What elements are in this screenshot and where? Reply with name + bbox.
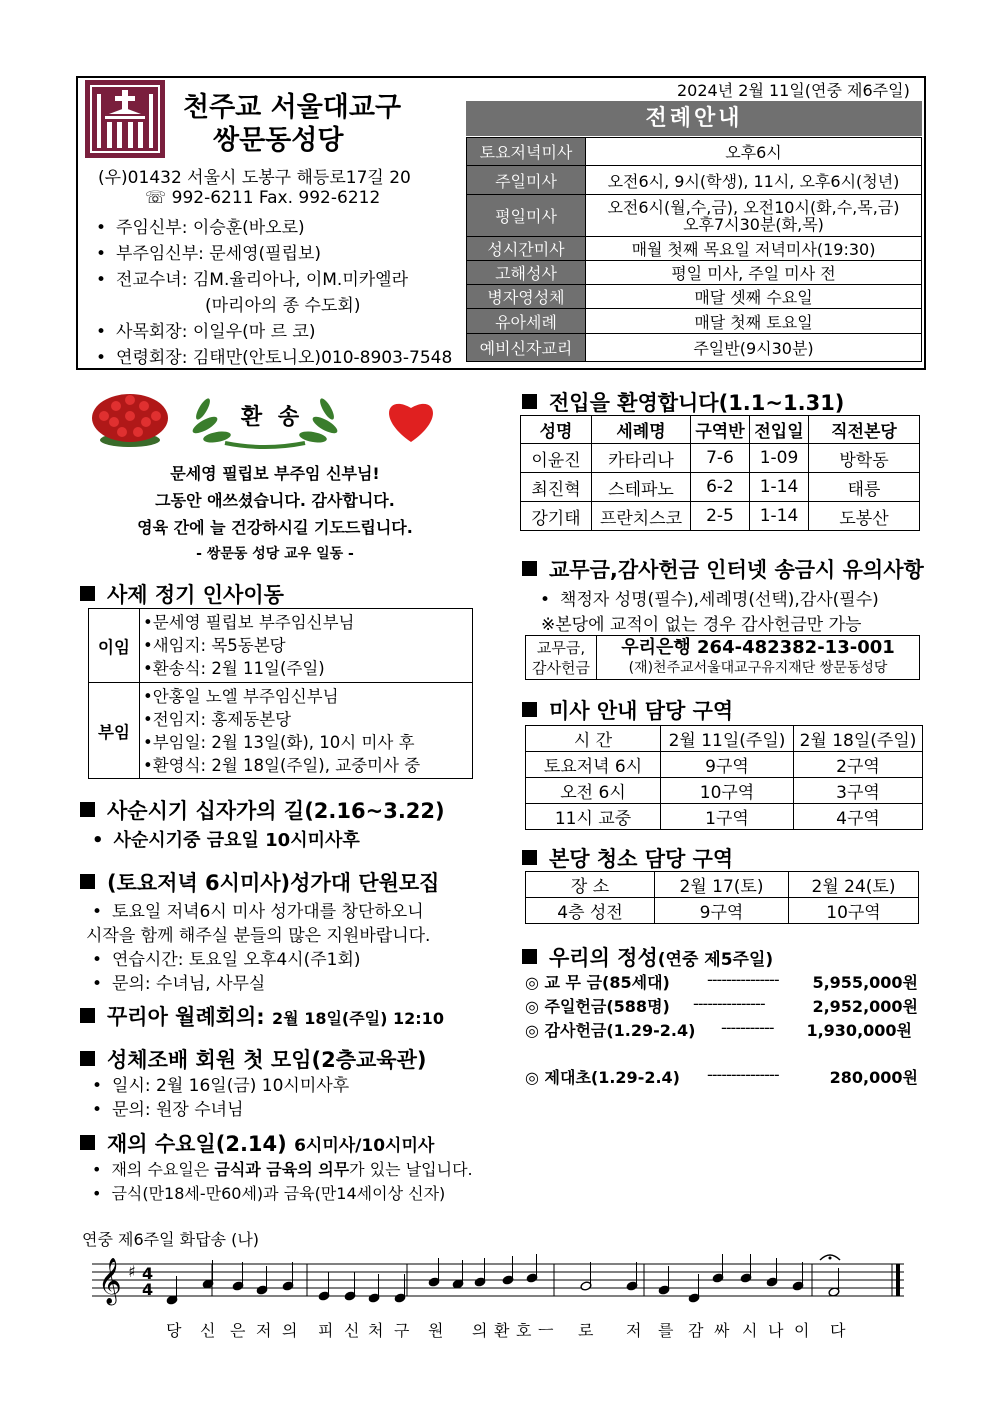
square-bullet-icon (80, 1008, 95, 1023)
parish-logo (85, 80, 165, 158)
lyric: 당 (166, 1321, 182, 1340)
offering-amount: 2,952,000원 (812, 997, 918, 1016)
square-bullet-icon (80, 802, 95, 817)
cleaning-title-text: 본당 청소 담당 구역 (549, 847, 734, 871)
table-header-cell: 장 소 (526, 872, 655, 898)
mass-guide-title-text: 미사 안내 담당 구역 (549, 699, 734, 723)
transfer-title-text: 사제 정기 인사이동 (107, 583, 284, 607)
lyric: 다 (830, 1321, 846, 1340)
cleaning-title (522, 843, 733, 873)
transfer-arrive-line: •안홍일 노엘 부주임신부님 (143, 686, 339, 706)
ash-line2: • 금식(만18세-만60세)과 금육(만14세이상 신자) (92, 1181, 445, 1204)
lyric: 저 (256, 1321, 272, 1340)
square-bullet-icon (522, 561, 537, 576)
table-cell: 11시 교중 (526, 804, 661, 830)
transfer-leave-label: 이임 (89, 609, 140, 683)
lyric: 를 (658, 1321, 674, 1340)
choir-line4: • 문의: 수녀님, 사무실 (92, 969, 265, 994)
table-cell: 2-5 (691, 502, 750, 531)
offering-row (525, 1065, 920, 1089)
table-header-cell: 2월 17(토) (655, 872, 789, 898)
transfer-leave-line: •문세영 필립보 부주임신부님 (143, 613, 355, 632)
liturgy-label: 토요저녁미사 (467, 138, 586, 166)
lyric: 감 (688, 1321, 704, 1340)
bank-account: 우리은행 264-482382-13-001 (621, 636, 895, 658)
table-cell: 9구역 (661, 752, 794, 778)
transfer-arrive-details (140, 683, 473, 779)
square-bullet-icon (522, 949, 537, 964)
time-sig-bottom: 4 (142, 1280, 154, 1299)
offering-dash: --------------- (693, 994, 765, 1013)
ash-title-extra: 6시미사/10시미사 (294, 1136, 435, 1156)
table-row (526, 804, 923, 830)
lyric: 신 (200, 1321, 216, 1340)
lyric: 이 (794, 1321, 810, 1340)
liturgy-label: 성시간미사 (467, 237, 586, 261)
transfer-table (88, 608, 473, 779)
welcome-header-cell: 성명 (521, 416, 592, 444)
donation-label-line1: 교무금, (536, 638, 586, 657)
staff-funeral: • 연령회장: 김태만(안토니오)010-8903-7548 (96, 343, 452, 368)
staff-sisters-order: (마리아의 종 수도회) (205, 296, 361, 316)
music-staff (92, 1252, 912, 1314)
table-cell: 4층 성전 (526, 898, 655, 924)
table-cell: 1구역 (661, 804, 794, 830)
sharp-icon: ♯ (128, 1262, 136, 1281)
choir-line2: 시작을 함께 해주실 분들의 많은 지원바랍니다. (86, 926, 431, 946)
square-bullet-icon (522, 702, 537, 717)
offering-row (525, 970, 920, 994)
transfer-arrive-line: •부임일: 2월 13일(화), 10시 미사 후 (143, 732, 415, 752)
ash-title (80, 1128, 434, 1158)
offering-label: ◎ 제대초(1.29-2.4) (525, 1068, 680, 1087)
lyric: 은 (230, 1321, 246, 1340)
flower-bouquet-image (90, 390, 170, 448)
offering-title-small: (연중 제5주일) (657, 950, 774, 970)
table-cell: 방학동 (809, 444, 920, 473)
offering-dash: --------------- (707, 970, 779, 989)
table-header-cell: 2월 18일(주일) (794, 726, 923, 752)
welcome-header-cell: 전입일 (750, 416, 809, 444)
table-header-cell: 2월 24(토) (789, 872, 919, 898)
lyric: 피 (318, 1321, 334, 1340)
liturgy-value (586, 195, 922, 237)
square-bullet-icon (80, 874, 95, 889)
staff-pastor: • 주임신부: 이승훈(바오로) (96, 213, 305, 238)
ash-line1-bold: 금식과 금육의 의무 (214, 1160, 350, 1179)
liturgy-value: 매월 첫째 목요일 저녁미사(19:30) (586, 237, 922, 261)
donation-line1: • 책정자 성명(필수),세례명(선택),감사(필수) (540, 585, 879, 610)
staff-council: • 사목회장: 이일우(마 르 코) (96, 317, 315, 342)
square-bullet-icon (80, 1051, 95, 1066)
liturgy-label: 유아세례 (467, 309, 586, 334)
table-row (526, 898, 919, 924)
liturgy-value: 평일 미사, 주일 미사 전 (586, 261, 922, 285)
table-cell: 태릉 (809, 473, 920, 502)
table-cell: 카타리나 (592, 444, 691, 473)
welcome-header-cell: 구역반 (691, 416, 750, 444)
table-row (521, 473, 920, 502)
music-lyrics (92, 1318, 912, 1342)
table-cell: 1-09 (750, 444, 809, 473)
farewell-signature: - 쌍문동 성당 교우 일동 - (196, 546, 354, 562)
table-cell: 7-6 (691, 444, 750, 473)
account-owner: (재)천주교서울대교구유지재단 쌍문동성당 (628, 659, 888, 676)
transfer-arrive-label: 부임 (89, 683, 140, 779)
adoration-title (80, 1044, 426, 1074)
table-cell: 도봉산 (809, 502, 920, 531)
table-header-cell: 2월 11일(주일) (661, 726, 794, 752)
offering-amount: 280,000원 (829, 1068, 918, 1087)
address: (우)01432 서울시 도봉구 해등로17길 20 (98, 168, 411, 188)
phone: ☏ 992-6211 Fax. 992-6212 (145, 188, 381, 208)
table-row (526, 778, 923, 804)
donation-label (526, 636, 597, 680)
lyric: 로 (578, 1321, 594, 1340)
lyric: 저 (626, 1321, 642, 1340)
offering-amount: 1,930,000원 (806, 1021, 912, 1040)
lyric: 시 (742, 1321, 758, 1340)
donation-line2: ※본당에 교적이 없는 경우 감사헌금만 가능 (541, 615, 862, 635)
liturgy-label: 병자영성체 (467, 285, 586, 309)
table-cell: 오전 6시 (526, 778, 661, 804)
liturgy-table (466, 137, 922, 362)
curia-title-text: 꾸리아 월례회의: (107, 1005, 265, 1029)
liturgy-label: 주일미사 (467, 166, 586, 195)
weekday-mass-line2: 오후7시30분(화,목) (683, 214, 824, 234)
table-cell: 2구역 (794, 752, 923, 778)
lyric: 처 (368, 1321, 384, 1340)
farewell-line1: 문세영 필립보 부주임 신부님! (170, 464, 380, 483)
offering-dash: ----------- (721, 1018, 774, 1037)
choir-line1: • 토요일 저녁6시 미사 성가대를 창단하오니 (92, 897, 424, 922)
table-cell: 강기태 (521, 502, 592, 531)
welcome-title (522, 387, 844, 417)
curia-title (80, 1001, 444, 1031)
square-bullet-icon (522, 394, 537, 409)
transfer-title (80, 579, 284, 609)
farewell-line2: 그동안 애쓰셨습니다. 감사합니다. (155, 491, 395, 510)
lyric: 환 (494, 1321, 510, 1340)
offering-dash: --------------- (707, 1065, 779, 1084)
farewell-line3: 영육 간에 늘 건강하시길 기도드립니다. (137, 518, 413, 537)
offering-title (522, 942, 773, 972)
ash-line1-post: 가 있는 날입니다. (349, 1160, 473, 1179)
liturgy-value: 오후6시 (586, 138, 922, 166)
org-name-line2: 쌍문동성당 (213, 125, 344, 156)
transfer-leave-details (140, 609, 473, 683)
table-cell: 4구역 (794, 804, 923, 830)
table-cell: 1-14 (750, 473, 809, 502)
transfer-arrive-line: •환영식: 2월 18일(주일), 교중미사 중 (143, 755, 421, 775)
table-row (521, 502, 920, 531)
table-cell: 이윤진 (521, 444, 592, 473)
donation-account-table (525, 635, 920, 680)
table-cell: 3구역 (794, 778, 923, 804)
ash-title-text: 재의 수요일(2.14) (107, 1132, 287, 1156)
table-cell: 1-14 (750, 502, 809, 531)
lyric: ㅡ (538, 1321, 554, 1340)
table-cell: 최진혁 (521, 473, 592, 502)
adoration-title-text: 성체조배 회원 첫 모임(2층교육관) (107, 1048, 427, 1072)
mass-guide-table (525, 725, 923, 830)
donation-label-line2: 감사헌금 (532, 658, 590, 677)
square-bullet-icon (80, 586, 95, 601)
liturgy-value: 오전6시, 9시(학생), 11시, 오후6시(청년) (586, 166, 922, 195)
table-cell: 10구역 (661, 778, 794, 804)
lyric: 싸 (714, 1321, 730, 1340)
lyric: 호 (516, 1321, 532, 1340)
staff-sisters: • 전교수녀: 김M.율리아나, 이M.미카엘라 (96, 265, 408, 290)
offering-title-text: 우리의 정성 (549, 946, 658, 970)
offering-row (525, 1018, 920, 1042)
offering-row (525, 994, 920, 1018)
farewell-badge: 환 송 (240, 405, 304, 430)
ash-line1-pre: 재의 수요일은 (111, 1160, 215, 1179)
welcome-header-cell: 세례명 (592, 416, 691, 444)
lent-title-text: 사순시기 십자가의 길(2.16~3.22) (107, 799, 445, 823)
lyric: 신 (344, 1321, 360, 1340)
liturgy-label: 평일미사 (467, 195, 586, 237)
welcome-title-text: 전입을 환영합니다(1.1~1.31) (549, 391, 845, 415)
lyric: 구 (394, 1321, 410, 1340)
transfer-leave-line: •환송식: 2월 11일(주일) (143, 659, 325, 678)
liturgy-title: 전례안내 (466, 101, 922, 136)
lyric: 의 (472, 1321, 488, 1340)
adoration-line1: • 일시: 2월 16일(금) 10시미사후 (92, 1071, 349, 1096)
staff-assistant: • 부주임신부: 문세영(필립보) (96, 239, 321, 264)
lent-title (80, 795, 445, 825)
choir-line3: • 연습시간: 토요일 오후4시(주1회) (92, 945, 361, 970)
liturgy-value: 주일반(9시30분) (586, 334, 922, 362)
adoration-line2: • 문의: 원장 수녀님 (92, 1095, 244, 1120)
treble-clef-icon: 𝄞 (98, 1258, 122, 1304)
table-cell: 스테파노 (592, 473, 691, 502)
liturgy-label: 예비신자교리 (467, 334, 586, 362)
heart-icon (384, 394, 438, 444)
liturgy-value: 매달 첫째 토요일 (586, 309, 922, 334)
square-bullet-icon (80, 1135, 95, 1150)
table-cell: 6-2 (691, 473, 750, 502)
welcome-table (520, 415, 920, 531)
table-cell: 프란치스코 (592, 502, 691, 531)
square-bullet-icon (522, 850, 537, 865)
curia-detail: 2월 18일(주일) 12:10 (272, 1009, 444, 1028)
music-title: 연중 제6주일 화답송 (나) (82, 1230, 260, 1249)
bulletin-date: 2024년 2월 11일(연중 제6주일) (677, 81, 910, 100)
donation-title (522, 554, 924, 584)
donation-account (597, 636, 920, 680)
transfer-leave-line: •새임지: 목5동본당 (143, 636, 286, 655)
org-name-line1: 천주교 서울대교구 (183, 92, 402, 123)
offering-label: ◎ 주일헌금(588명) (525, 997, 670, 1016)
cleaning-table (525, 871, 919, 924)
offering-amount: 5,955,000원 (812, 973, 918, 992)
choir-title-text: (토요저녁 6시미사)성가대 단원모집 (107, 871, 440, 895)
welcome-header-cell: 직전본당 (809, 416, 920, 444)
liturgy-label: 고해성사 (467, 261, 586, 285)
table-cell: 토요저녁 6시 (526, 752, 661, 778)
liturgy-value: 매달 셋째 수요일 (586, 285, 922, 309)
lyric: 의 (282, 1321, 298, 1340)
table-row (521, 444, 920, 473)
table-header-cell: 시 간 (526, 726, 661, 752)
transfer-arrive-line: •전임지: 홍제동본당 (143, 709, 292, 729)
offering-label: ◎ 감사헌금(1.29-2.4) (525, 1021, 696, 1040)
donation-title-text: 교무금,감사헌금 인터넷 송금시 유의사항 (549, 558, 924, 582)
lyric: 나 (768, 1321, 784, 1340)
table-cell: 9구역 (655, 898, 789, 924)
table-cell: 10구역 (789, 898, 919, 924)
table-row (526, 752, 923, 778)
lent-detail: • 사순시기중 금요일 10시미사후 (92, 826, 360, 852)
mass-guide-title (522, 695, 733, 725)
offering-label: ◎ 교 무 금(85세대) (525, 973, 670, 992)
time-sig-top: 4 (142, 1264, 154, 1283)
ash-line1 (92, 1157, 473, 1180)
weekday-mass-line1: 오전6시(월,수,금), 오전10시(화,수,목,금) (607, 197, 900, 217)
lyric: 원 (428, 1321, 444, 1340)
choir-title (80, 867, 439, 897)
